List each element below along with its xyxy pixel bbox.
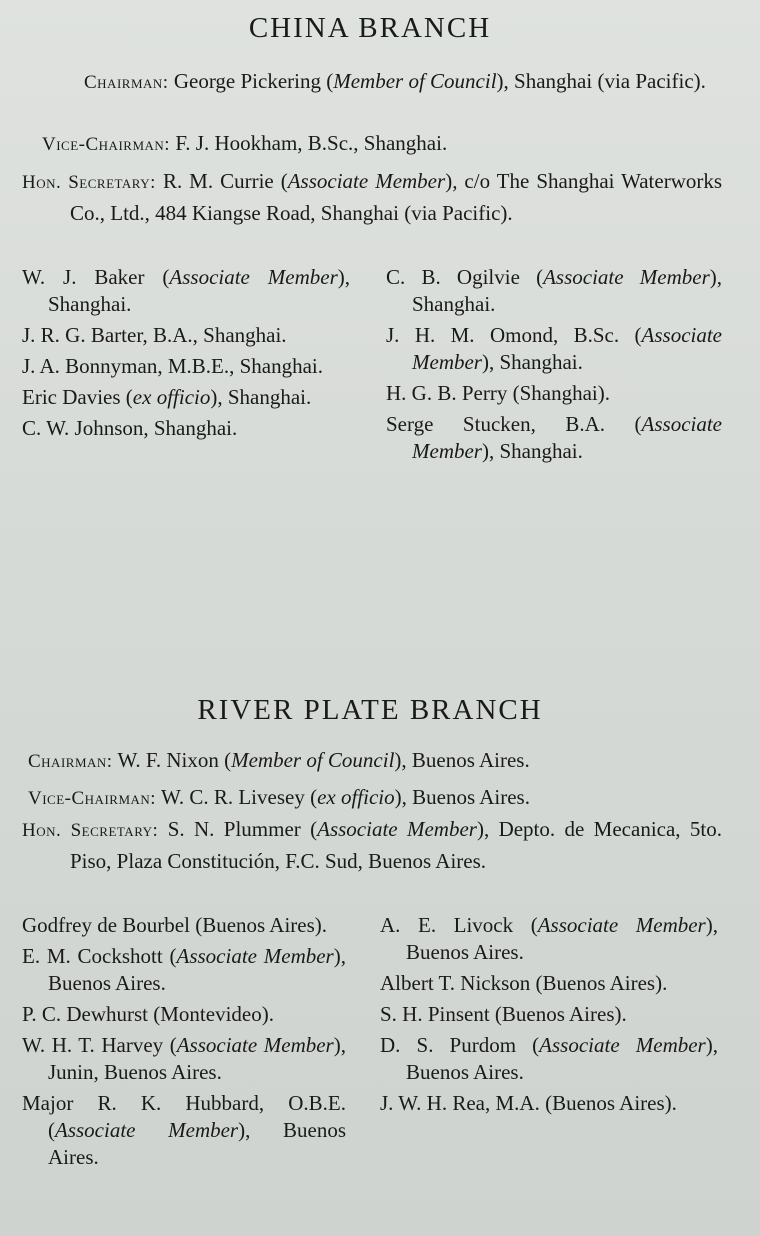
river-chairman-label: Chairman: xyxy=(28,751,113,772)
list-item: Godfrey de Bourbel (Buenos Aires). xyxy=(22,913,328,937)
china-chairman: Chairman: George Pickering (Member of Council), Shanghai (via Pacific). xyxy=(84,69,706,93)
china-sec-place: , c/o The Shanghai Waterworks Co., Ltd., 484 Kiangse Road, Shanghai (via Pacific). xyxy=(70,169,723,225)
list-item: Serge Stucken, B.A. (Associate Member), Shanghai. xyxy=(386,412,722,463)
river-chairman-name: W. F. Nixon xyxy=(117,748,219,772)
list-item: J. H. M. Omond, B.Sc. (Associate Member), Shanghai. xyxy=(386,323,722,374)
list-item: W. H. T. Harvey (Associate Member), Junin, Buenos Aires. xyxy=(22,1033,346,1084)
list-item: C. B. Ogilvie (Associate Member), Shanghai. xyxy=(386,265,722,316)
china-members-left xyxy=(22,264,352,446)
river-vice-chairman: Vice-Chairman: W. C. R. Livesey (ex officio), Buenos Aires. xyxy=(28,785,530,809)
list-item: H. G. B. Perry (Shanghai). xyxy=(386,381,610,405)
china-vice-chairman xyxy=(42,128,722,160)
list-item: D. S. Purdom (Associate Member), Buenos Aires. xyxy=(380,1033,718,1084)
river-vice-label: Vice-Chairman: xyxy=(28,788,157,809)
list-item: S. H. Pinsent (Buenos Aires). xyxy=(380,1002,627,1026)
list-item: A. E. Livock (Associate Member), Buenos Aires. xyxy=(380,913,718,964)
china-sec-name: R. M. Currie xyxy=(162,169,274,193)
china-sec-label: Hon. Secretary: xyxy=(22,172,156,193)
list-item: J. R. G. Barter, B.A., Shanghai. xyxy=(22,323,287,347)
list-item: P. C. Dewhurst (Montevideo). xyxy=(22,1002,274,1026)
river-chairman-role: Member of Council xyxy=(231,748,395,772)
list-item: W. J. Baker (Associate Member), Shanghai. xyxy=(22,265,350,316)
china-secretary: Hon. Secretary: R. M. Currie (Associate Member), c/o The Shanghai Waterworks Co., Ltd., 484 Kiangse Road, Shanghai (via Pacific). xyxy=(22,169,723,225)
river-vice-place: , Buenos Aires. xyxy=(401,785,530,809)
river-plate-branch-title: RIVER PLATE BRANCH xyxy=(197,694,543,726)
river-chairman-place: , Buenos Aires. xyxy=(401,748,530,772)
river-secretary: Hon. Secretary: S. N. Plummer (Associate Member), Depto. de Mecanica, 5to. Piso, Plaza Constitución, F.C. Sud, Buenos Aires. xyxy=(22,817,722,873)
list-item: E. M. Cockshott (Associate Member), Buenos Aires. xyxy=(22,944,346,995)
china-chairman-label: Chairman: xyxy=(84,72,169,93)
china-branch-title: CHINA BRANCH xyxy=(248,12,492,44)
river-vice-name: W. C. R. Livesey xyxy=(160,785,305,809)
list-item: C. W. Johnson, Shanghai. xyxy=(22,416,238,440)
list-item: J. A. Bonnyman, M.B.E., Shanghai. xyxy=(22,354,324,378)
river-chairman: Chairman: W. F. Nixon (Member of Council), Buenos Aires. xyxy=(28,748,530,772)
china-members-right xyxy=(386,264,726,469)
list-item: Eric Davies (ex officio), Shanghai. xyxy=(22,385,312,409)
china-chairman-place: , Shanghai (via Pacific). xyxy=(503,69,706,93)
china-vice-text: F. J. Hookham, B.Sc., Shanghai. xyxy=(175,131,448,155)
river-sec-label: Hon. Secretary: xyxy=(22,820,159,841)
river-sec-place: , Depto. de Mecanica, 5to. Piso, Plaza Constitución, F.C. Sud, Buenos Aires. xyxy=(70,817,722,873)
china-chairman-name: George Pickering xyxy=(173,69,321,93)
river-members-right xyxy=(380,912,720,1121)
china-vice-label: Vice-Chairman: xyxy=(42,134,171,155)
river-sec-role: Associate Member xyxy=(317,817,477,841)
river-members-left xyxy=(22,912,352,1175)
river-sec-name: S. N. Plummer xyxy=(167,817,301,841)
china-chairman-role: Member of Council xyxy=(333,69,497,93)
list-item: Albert T. Nickson (Buenos Aires). xyxy=(380,971,668,995)
list-item: J. W. H. Rea, M.A. (Buenos Aires). xyxy=(380,1091,677,1115)
river-vice-role: ex officio xyxy=(317,785,395,809)
china-sec-role: Associate Member xyxy=(287,169,446,193)
list-item: Major R. K. Hubbard, O.B.E. (Associate Member), Buenos Aires. xyxy=(22,1091,346,1169)
